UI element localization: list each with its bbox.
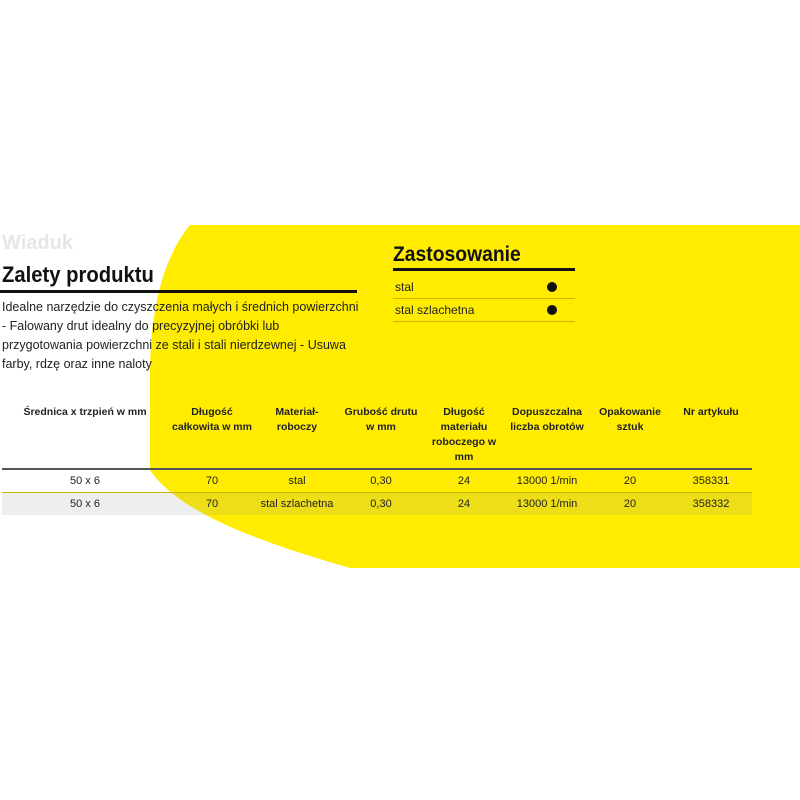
column-header-material: Materiał- roboczy [256,403,338,469]
column-header-max-rpm: Dopuszczalna liczba obrotów [504,403,590,469]
table-cell: stal [256,469,338,493]
table-cell: 13000 1/min [504,469,590,493]
table-cell: 0,30 [338,469,424,493]
table-cell: 13000 1/min [504,493,590,516]
table-cell: 358332 [670,493,752,516]
column-header-package-qty: Opakowanie sztuk [590,403,670,469]
table-cell: 50 x 6 [2,469,168,493]
zalety-title: Zalety produktu [2,262,154,287]
table-cell: 70 [168,469,256,493]
table-row [2,469,752,493]
column-header-diameter: Średnica x trzpień w mm [2,403,168,469]
table-cell: stal szlachetna [256,493,338,516]
application-item-stal [393,276,575,299]
zalety-description: Idealne narzędzie do czyszczenia małych i średnich powierzchni - Falowany drut idealny do precyzyjnej obróbki lub przygotowania powierzchni ze stali i stali nierdzewnej - Usuwa farby, rdzę oraz inne naloty [2,300,359,371]
table-cell: 50 x 6 [2,493,168,516]
ghost-watermark-text: Wiaduk [2,232,73,254]
column-header-article-number: Nr artykułu [670,403,752,469]
column-header-total-length: Długość całkowita w mm [168,403,256,469]
table-row [2,493,752,516]
bullet-dot-icon [547,282,557,292]
table-cell: 24 [424,469,504,493]
column-header-wire-thickness: Grubość drutu w mm [338,403,424,469]
table-cell: 20 [590,493,670,516]
table-header-row [2,403,752,469]
column-header-working-length: Długość materiału roboczego w mm [424,403,504,469]
application-item-label: stal [395,280,414,294]
spec-table [2,403,752,515]
table-cell: 0,30 [338,493,424,516]
table-cell: 358331 [670,469,752,493]
bullet-dot-icon [547,305,557,315]
table-cell: 20 [590,469,670,493]
zalety-title-rule [0,290,357,293]
zastosowanie-title: Zastosowanie [393,243,521,266]
application-item-stal-szlachetna [393,299,575,322]
table-cell: 24 [424,493,504,516]
application-item-label: stal szlachetna [395,303,475,317]
zastosowanie-title-rule [393,268,575,271]
table-cell: 70 [168,493,256,516]
